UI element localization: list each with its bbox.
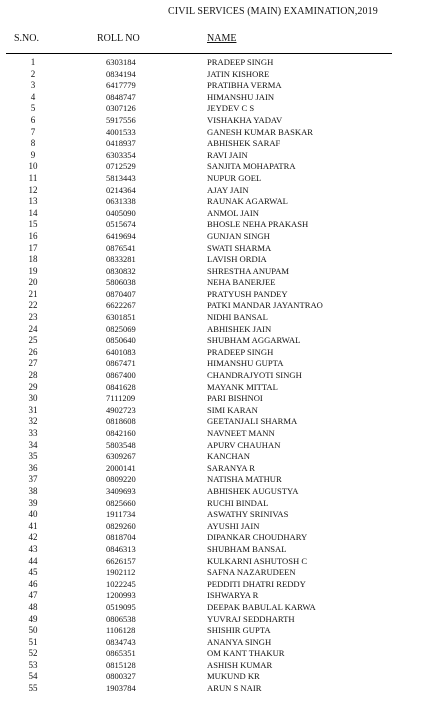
candidate-name: RAUNAK AGARWAL — [207, 196, 288, 207]
serial-number: 51 — [28, 636, 38, 647]
serial-number: 24 — [28, 323, 38, 334]
serial-number: 22 — [28, 300, 38, 311]
candidate-name: MUKUND KR — [207, 671, 260, 682]
serial-number: 13 — [28, 196, 38, 207]
candidate-name: SHRESTHA ANUPAM — [207, 265, 290, 276]
roll-number: 6401083 — [106, 346, 136, 357]
candidate-name: AYUSHI JAIN — [207, 520, 260, 531]
candidate-name: PRADEEP SINGH — [207, 346, 274, 357]
table-row — [0, 614, 433, 626]
serial-number: 7 — [30, 126, 36, 137]
serial-number: 50 — [28, 625, 38, 636]
table-row — [0, 208, 433, 220]
candidate-name: PARI BISHNOI — [207, 393, 263, 404]
table-row — [0, 428, 433, 440]
table-row — [0, 127, 433, 139]
candidate-name: NAVNEET MANN — [207, 428, 275, 438]
table-row — [0, 277, 433, 289]
roll-number: 0307126 — [106, 103, 136, 114]
table-row — [0, 532, 433, 544]
roll-number: 7111209 — [106, 393, 136, 404]
table-row — [0, 671, 433, 683]
roll-number: 1200993 — [106, 590, 136, 601]
table-row — [0, 370, 433, 382]
roll-number: 0848747 — [106, 91, 136, 102]
serial-number: 20 — [28, 277, 38, 288]
candidate-name: ARUN S NAIR — [207, 683, 262, 694]
candidate-name: OM KANT THAKUR — [207, 648, 285, 659]
results-list — [0, 57, 433, 695]
candidate-name: ISHWARYA R — [207, 590, 259, 601]
serial-number: 16 — [28, 230, 38, 241]
serial-number: 48 — [28, 601, 38, 612]
table-row — [0, 463, 433, 475]
table-row — [0, 660, 433, 672]
table-row — [0, 185, 433, 197]
roll-number: 5917556 — [106, 114, 136, 125]
candidate-name: RUCHI BINDAL — [207, 497, 269, 508]
table-row — [0, 567, 433, 579]
candidate-name: VISHAKHA YADAV — [207, 114, 283, 125]
candidate-name: AJAY JAIN — [207, 184, 249, 195]
roll-number: 0830832 — [106, 265, 136, 276]
roll-number: 0876541 — [106, 242, 136, 253]
serial-number: 31 — [28, 404, 38, 415]
roll-number: 0405090 — [106, 207, 136, 218]
candidate-name: PRATIBHA VERMA — [207, 80, 282, 91]
candidate-name: RAVI JAIN — [207, 149, 248, 160]
serial-number: 29 — [28, 381, 38, 392]
roll-number: 0846313 — [106, 543, 136, 554]
serial-number: 55 — [28, 683, 38, 694]
table-row — [0, 324, 433, 336]
serial-number: 25 — [28, 335, 38, 346]
roll-number: 0825660 — [106, 497, 136, 508]
serial-number: 32 — [28, 416, 38, 427]
table-row — [0, 115, 433, 127]
table-row — [0, 602, 433, 614]
candidate-name: JEYDEV C S — [207, 103, 255, 114]
candidate-name: ABHISHEK JAIN — [207, 323, 272, 334]
roll-number: 4001533 — [106, 126, 136, 137]
candidate-name: SARANYA R — [207, 462, 255, 473]
candidate-name: GUNJAN SINGH — [207, 230, 270, 241]
roll-number: 5806038 — [106, 277, 136, 288]
table-row — [0, 243, 433, 255]
serial-number: 44 — [28, 555, 38, 566]
roll-number: 0841628 — [106, 381, 136, 392]
roll-number: 6622267 — [106, 300, 136, 311]
candidate-name: SAFNA NAZARUDEEN — [207, 567, 296, 578]
roll-number: 0515674 — [106, 219, 136, 230]
column-header-sno: S.NO. — [14, 33, 40, 44]
table-row — [0, 196, 433, 208]
table-row — [0, 625, 433, 637]
column-header-roll-no: ROLL NO — [97, 33, 140, 44]
roll-number: 0800327 — [106, 671, 136, 682]
serial-number: 53 — [28, 659, 38, 670]
roll-number: 6626157 — [106, 555, 136, 566]
table-row — [0, 683, 433, 695]
table-row — [0, 138, 433, 150]
table-row — [0, 648, 433, 660]
serial-number: 4 — [30, 91, 36, 102]
serial-number: 6 — [30, 114, 36, 125]
table-row — [0, 254, 433, 266]
table-row — [0, 451, 433, 463]
roll-number: 0818608 — [106, 416, 136, 427]
serial-number: 11 — [28, 172, 38, 183]
serial-number: 26 — [28, 346, 38, 357]
exam-title: CIVIL SERVICES (MAIN) EXAMINATION,2019 — [168, 6, 378, 17]
serial-number: 28 — [28, 370, 38, 381]
serial-number: 9 — [30, 149, 36, 160]
serial-number: 8 — [30, 138, 36, 149]
table-row — [0, 474, 433, 486]
serial-number: 14 — [28, 207, 38, 218]
candidate-name: JATIN KISHORE — [207, 68, 270, 79]
table-row — [0, 103, 433, 115]
candidate-name: SWATI SHARMA — [207, 242, 272, 253]
candidate-name: YUVRAJ SEDDHARTH — [207, 613, 295, 624]
table-row — [0, 521, 433, 533]
roll-number: 6303184 — [106, 57, 136, 67]
table-row — [0, 556, 433, 568]
candidate-name: NEHA BANERJEE — [207, 277, 276, 288]
table-row — [0, 347, 433, 359]
roll-number: 0865351 — [106, 648, 136, 659]
table-row — [0, 440, 433, 452]
roll-number: 1903784 — [106, 683, 136, 694]
serial-number: 41 — [28, 520, 38, 531]
serial-number: 30 — [28, 393, 38, 404]
roll-number: 0829260 — [106, 520, 136, 531]
table-row — [0, 335, 433, 347]
serial-number: 5 — [30, 103, 36, 114]
candidate-name: ANANYA SINGH — [207, 636, 272, 647]
serial-number: 40 — [28, 509, 38, 520]
candidate-name: MAYANK MITTAL — [207, 381, 278, 392]
header-divider — [6, 53, 392, 54]
serial-number: 52 — [28, 648, 38, 659]
candidate-name: NUPUR GOEL — [207, 172, 262, 183]
serial-number: 36 — [28, 462, 38, 473]
serial-number: 18 — [28, 254, 38, 265]
serial-number: 42 — [28, 532, 38, 543]
table-row — [0, 266, 433, 278]
roll-number: 6301851 — [106, 312, 136, 323]
candidate-name: DIPANKAR CHOUDHARY — [207, 532, 308, 543]
table-row — [0, 161, 433, 173]
roll-number: 0833281 — [106, 254, 136, 265]
roll-number: 0712529 — [106, 161, 136, 172]
table-row — [0, 393, 433, 405]
table-row — [0, 231, 433, 243]
candidate-name: PRATYUSH PANDEY — [207, 288, 288, 299]
table-row — [0, 57, 433, 69]
candidate-name: HIMANSHU GUPTA — [207, 358, 284, 369]
serial-number: 12 — [28, 184, 38, 195]
serial-number: 23 — [28, 312, 38, 323]
roll-number: 6309267 — [106, 451, 136, 462]
table-row — [0, 173, 433, 185]
candidate-name: ABHISHEK SARAF — [207, 138, 281, 149]
candidate-name: DEEPAK BABULAL KARWA — [207, 601, 316, 612]
table-row — [0, 382, 433, 394]
candidate-name: SHUBHAM AGGARWAL — [207, 335, 301, 346]
roll-number: 0867471 — [106, 358, 136, 369]
table-row — [0, 80, 433, 92]
roll-number: 6303354 — [106, 149, 136, 160]
candidate-name: SIMI KARAN — [207, 404, 258, 415]
roll-number: 0815128 — [106, 659, 136, 670]
candidate-name: LAVISH ORDIA — [207, 254, 267, 265]
table-row — [0, 358, 433, 370]
candidate-name: CHANDRAJYOTI SINGH — [207, 370, 302, 381]
serial-number: 19 — [28, 265, 38, 276]
roll-number: 0818704 — [106, 532, 136, 543]
roll-number: 1911734 — [106, 509, 136, 520]
serial-number: 27 — [28, 358, 38, 369]
candidate-name: HIMANSHU JAIN — [207, 91, 275, 102]
serial-number: 54 — [28, 671, 38, 682]
table-row — [0, 289, 433, 301]
candidate-name: SANJITA MOHAPATRA — [207, 161, 296, 172]
roll-number: 5803548 — [106, 439, 136, 450]
candidate-name: ASHISH KUMAR — [207, 659, 273, 670]
table-row — [0, 300, 433, 312]
table-row — [0, 498, 433, 510]
table-row — [0, 312, 433, 324]
table-row — [0, 150, 433, 162]
table-row — [0, 509, 433, 521]
roll-number: 0809220 — [106, 474, 136, 485]
candidate-name: PATKI MANDAR JAYANTRAO — [207, 300, 323, 311]
roll-number: 6419694 — [106, 230, 136, 241]
candidate-name: ANMOL JAIN — [207, 207, 259, 218]
serial-number: 33 — [28, 428, 38, 438]
table-row — [0, 69, 433, 81]
roll-number: 0834194 — [106, 68, 136, 79]
serial-number: 34 — [28, 439, 38, 450]
candidate-name: APURV CHAUHAN — [207, 439, 281, 450]
serial-number: 45 — [28, 567, 38, 578]
roll-number: 0214364 — [106, 184, 136, 195]
roll-number: 1022245 — [106, 578, 136, 589]
roll-number: 0519095 — [106, 601, 136, 612]
serial-number: 21 — [28, 288, 38, 299]
table-row — [0, 219, 433, 231]
table-row — [0, 637, 433, 649]
table-row — [0, 590, 433, 602]
candidate-name: KULKARNI ASHUTOSH C — [207, 555, 308, 566]
serial-number: 2 — [30, 68, 36, 79]
roll-number: 0842160 — [106, 428, 136, 438]
serial-number: 35 — [28, 451, 38, 462]
table-row — [0, 544, 433, 556]
roll-number: 2000141 — [106, 462, 136, 473]
candidate-name: NATISHA MATHUR — [207, 474, 282, 485]
roll-number: 1106128 — [106, 625, 136, 636]
table-row — [0, 486, 433, 498]
roll-number: 6417779 — [106, 80, 136, 91]
candidate-name: ABHISHEK AUGUSTYA — [207, 485, 299, 496]
roll-number: 0806538 — [106, 613, 136, 624]
table-row — [0, 416, 433, 428]
serial-number: 43 — [28, 543, 38, 554]
serial-number: 10 — [28, 161, 38, 172]
roll-number: 0834743 — [106, 636, 136, 647]
candidate-name: NIDHI BANSAL — [207, 312, 268, 323]
serial-number: 38 — [28, 485, 38, 496]
candidate-name: SHISHIR GUPTA — [207, 625, 271, 636]
roll-number: 0418937 — [106, 138, 136, 149]
serial-number: 15 — [28, 219, 38, 230]
candidate-name: PRADEEP SINGH — [207, 57, 274, 67]
serial-number: 3 — [30, 80, 36, 91]
candidate-name: BHOSLE NEHA PRAKASH — [207, 219, 309, 230]
candidate-name: SHUBHAM BANSAL — [207, 543, 287, 554]
roll-number: 0825069 — [106, 323, 136, 334]
serial-number: 37 — [28, 474, 38, 485]
serial-number: 17 — [28, 242, 38, 253]
roll-number: 4902723 — [106, 404, 136, 415]
serial-number: 47 — [28, 590, 38, 601]
roll-number: 0850640 — [106, 335, 136, 346]
serial-number: 1 — [30, 57, 36, 67]
roll-number: 0631338 — [106, 196, 136, 207]
candidate-name: GEETANJALI SHARMA — [207, 416, 298, 427]
serial-number: 46 — [28, 578, 38, 589]
candidate-name: ASWATHY SRINIVAS — [207, 509, 289, 520]
candidate-name: GANESH KUMAR BASKAR — [207, 126, 314, 137]
table-row — [0, 92, 433, 104]
roll-number: 0867400 — [106, 370, 136, 381]
roll-number: 1902112 — [106, 567, 136, 578]
serial-number: 49 — [28, 613, 38, 624]
column-header-name: NAME — [207, 33, 237, 44]
table-row — [0, 579, 433, 591]
candidate-name: KANCHAN — [207, 451, 250, 462]
candidate-name: PEDDITI DHATRI REDDY — [207, 578, 306, 589]
table-row — [0, 405, 433, 417]
serial-number: 39 — [28, 497, 38, 508]
roll-number: 3409693 — [106, 485, 136, 496]
roll-number: 0870407 — [106, 288, 136, 299]
roll-number: 5813443 — [106, 172, 136, 183]
